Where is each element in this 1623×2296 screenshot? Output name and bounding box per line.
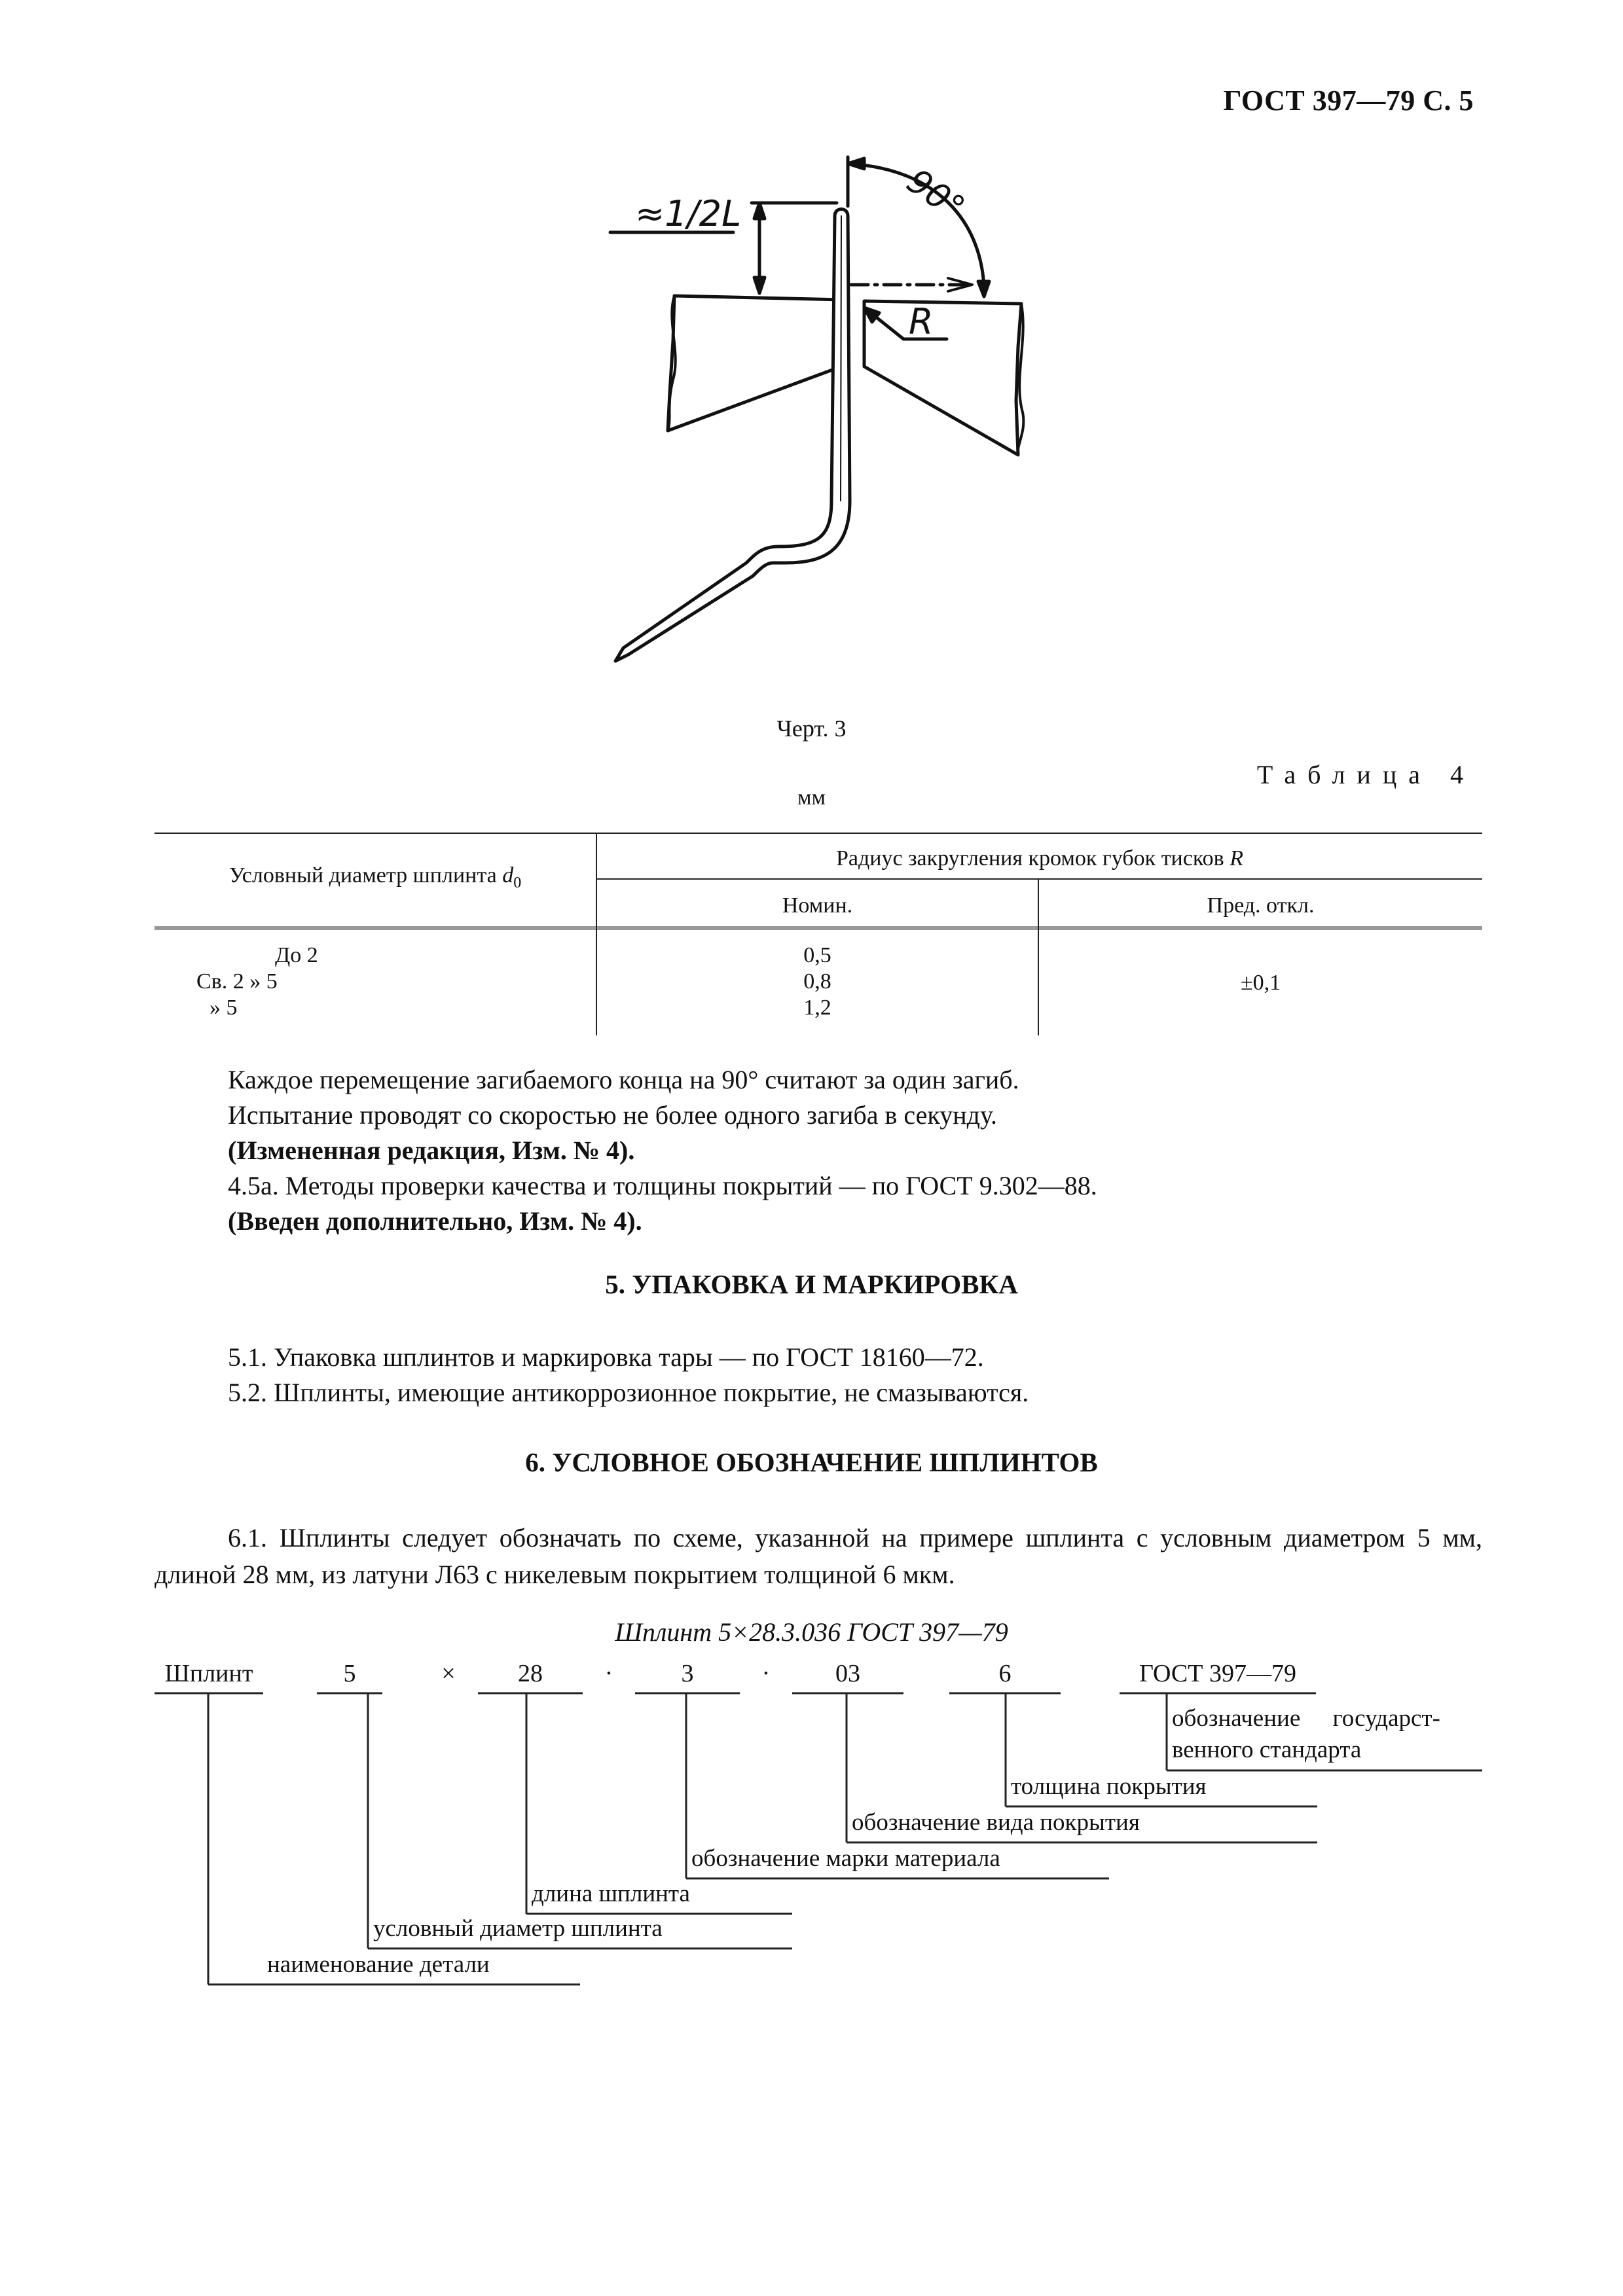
section-5-title: 5. УПАКОВКА И МАРКИРОВКА bbox=[605, 1269, 1018, 1299]
amendment-note: (Измененная редакция, Изм. № 4). bbox=[228, 1136, 635, 1165]
label-part-name: наименование детали bbox=[267, 1951, 490, 1978]
table-row-nom: 0,5 bbox=[803, 943, 831, 967]
amendment-note: (Введен дополнительно, Изм. № 4). bbox=[228, 1206, 642, 1236]
scheme-coating: 03 bbox=[835, 1660, 860, 1687]
label-thickness: толщина покрытия bbox=[1011, 1773, 1207, 1800]
label-length: длина шплинта bbox=[532, 1880, 690, 1907]
table-subheader-dev: Пред. откл. bbox=[1207, 893, 1315, 918]
angle-label: 90° bbox=[900, 161, 972, 228]
cotter-bend-drawing bbox=[589, 144, 1061, 681]
label-standard: обозначение государст- bbox=[1172, 1705, 1440, 1732]
label-coating: обозначение вида покрытия bbox=[852, 1809, 1140, 1836]
table-header-rule bbox=[155, 926, 1482, 930]
label-diameter: условный диаметр шплинта bbox=[373, 1915, 663, 1942]
table-row-d: До 2 bbox=[275, 943, 318, 967]
table-units: мм bbox=[797, 785, 826, 810]
figure-caption: Черт. 3 bbox=[776, 715, 847, 742]
section-6-title: 6. УСЛОВНОЕ ОБОЗНАЧЕНИЕ ШПЛИНТОВ bbox=[525, 1447, 1098, 1477]
designation-example: Шплинт 5×28.3.036 ГОСТ 397—79 bbox=[615, 1617, 1008, 1647]
scheme-length: 28 bbox=[518, 1660, 543, 1687]
paragraph-5-2: 5.2. Шплинты, имеющие антикоррозионное покрытие, не смазываются. bbox=[228, 1378, 1029, 1407]
table-header-diameter: Условный диаметр шплинта $d_0$ bbox=[228, 863, 522, 891]
paragraph-6-1: 6.1. Шплинты следует обозначать по схеме, указанной на примере шплинта с условным диаметром 5 мм, длиной 28 мм, из латуни Л63 с никелевым покрытием толщиной 6 мкм. bbox=[155, 1523, 1482, 1589]
scheme-diameter: 5 bbox=[343, 1660, 356, 1687]
label-material: обозначение марки материала bbox=[691, 1845, 1000, 1872]
paragraph-bend: Каждое перемещение загибаемого конца на 90° считают за один загиб. bbox=[228, 1065, 1019, 1094]
table-row-nom: 1,2 bbox=[803, 996, 831, 1020]
scheme-dot: · bbox=[761, 1660, 771, 1687]
table-subheader-nom: Номин. bbox=[782, 893, 853, 918]
paragraph-speed: Испытание проводят со скоростью не более одного загиба в секунду. bbox=[228, 1100, 998, 1130]
paragraph-4-5a: 4.5а. Методы проверки качества и толщины покрытий — по ГОСТ 9.302—88. bbox=[228, 1171, 1097, 1200]
table-deviation: ±0,1 bbox=[1240, 971, 1281, 995]
table-row-d: Св. 2 » 5 bbox=[196, 969, 278, 994]
table-subheader-rule bbox=[597, 878, 1482, 880]
page-header: ГОСТ 397—79 С. 5 bbox=[1223, 84, 1474, 117]
table-row-d: » 5 bbox=[210, 996, 238, 1020]
scheme-thickness: 6 bbox=[998, 1660, 1012, 1687]
table-title: Таблица 4 bbox=[1256, 760, 1475, 789]
table-top-rule bbox=[155, 833, 1482, 834]
scheme-dot: · bbox=[604, 1660, 613, 1687]
label-standard-cont: венного стандарта bbox=[1172, 1736, 1362, 1763]
scheme-material: 3 bbox=[681, 1660, 694, 1687]
dim-label: ≈1/2L bbox=[635, 193, 742, 234]
table-header-radius: Радиус закругления кромок губок тисков R bbox=[836, 846, 1243, 870]
table-row-nom: 0,8 bbox=[803, 969, 831, 994]
scheme-standard: ГОСТ 397—79 bbox=[1139, 1660, 1296, 1687]
paragraph-5-1: 5.1. Упаковка шплинтов и маркировка тары — по ГОСТ 18160—72. bbox=[228, 1342, 984, 1372]
radius-label: R bbox=[909, 301, 934, 342]
scheme-times: × bbox=[441, 1660, 456, 1687]
scheme-name: Шплинт bbox=[164, 1660, 253, 1687]
